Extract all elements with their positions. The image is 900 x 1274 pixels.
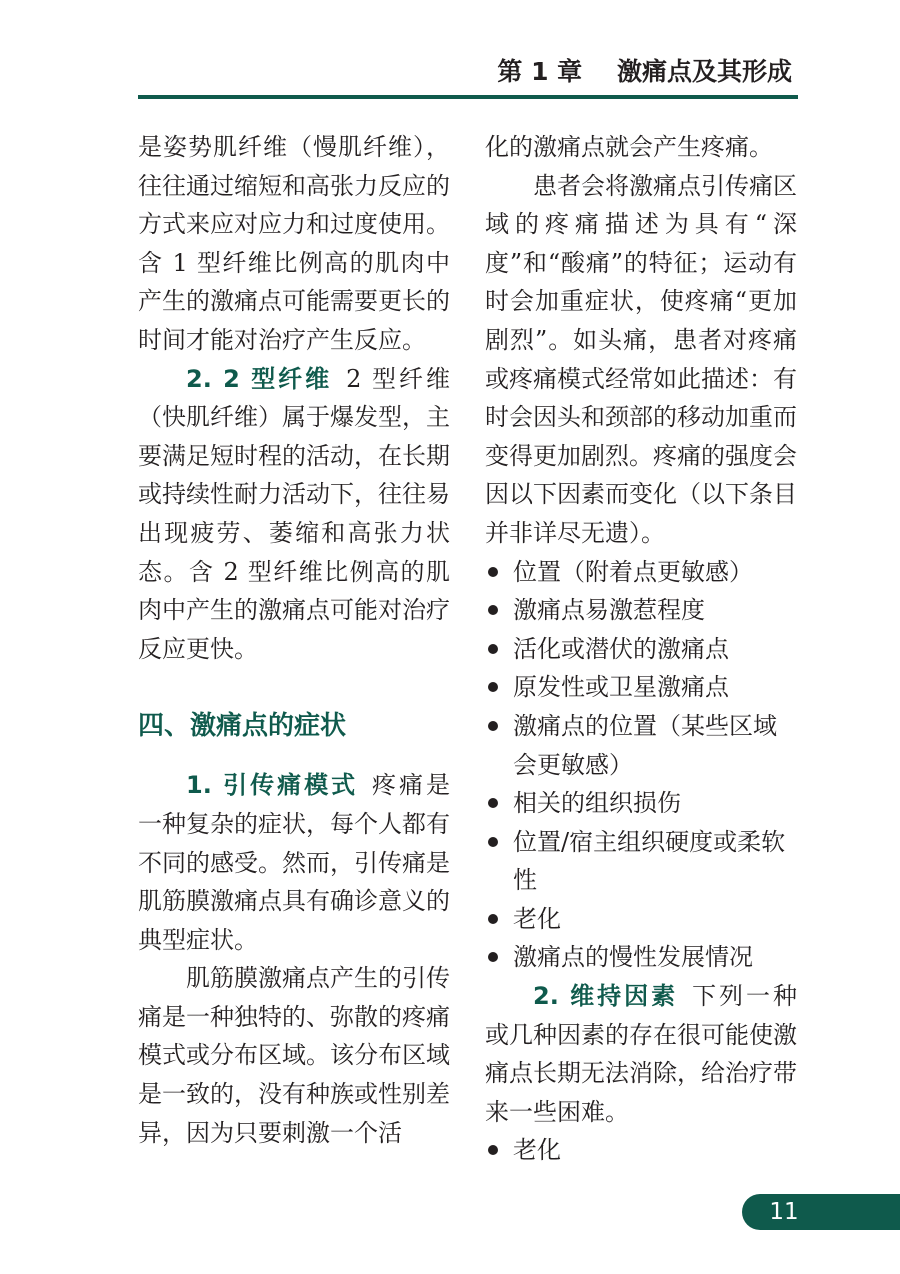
list-item: 老化: [485, 900, 797, 939]
bullet-list: [485, 553, 797, 978]
list-item: 激痛点易激惹程度: [485, 591, 797, 630]
paragraph-text: 疼痛是一种复杂的症状，每个人都有不同的感受。然而，引传痛是肌筋膜激痛点具有确诊意义的典型症状。: [138, 771, 451, 954]
bullet-icon: [488, 682, 498, 692]
bullet-icon: [488, 1145, 498, 1155]
list-item: 位置/宿主组织硬度或柔软性: [485, 823, 797, 900]
bullet-icon: [488, 837, 498, 847]
bullet-icon: [488, 914, 498, 924]
bullet-icon: [488, 721, 498, 731]
list-item: 活化或潜伏的激痛点: [485, 630, 797, 669]
list-item: 激痛点的慢性发展情况: [485, 938, 797, 977]
chapter-title: 第 1 章 激痛点及其形成: [497, 57, 792, 86]
subsection-heading: 1. 引传痛模式: [186, 771, 359, 800]
paragraph-text: 下列一种或几种因素的存在很可能使激痛点长期无法消除，给治疗带来一些困难。: [485, 982, 798, 1126]
section-heading: 四、激痛点的症状: [138, 711, 347, 742]
body-paragraph: 患者会将激痛点引传痛区域的疼痛描述为具有“深度”和“酸痛”的特征；运动有时会加重症状，使疼痛“更加剧烈”。如头痛，患者对疼痛或疼痛模式经常如此描述：有时会因头和颈部的移动加重而变得更加剧烈。疼痛的强度会因以下因素而变化（以下条目并非详尽无遗）。: [485, 171, 797, 547]
bullet-icon: [488, 798, 498, 808]
right-column: [485, 128, 797, 1170]
bullet-icon: [488, 605, 498, 615]
body-paragraph: 化的激痛点就会产生疼痛。: [485, 133, 773, 161]
bullet-icon: [488, 644, 498, 654]
body-paragraph: 是姿势肌纤维（慢肌纤维），往往通过缩短和高张力反应的方式来应对应力和过度使用。含 1 型纤维比例高的肌肉中产生的激痛点可能需要更长的时间才能对治疗产生反应。: [138, 133, 450, 354]
subsection-heading: 2. 2 型纤维: [186, 364, 333, 393]
bullet-list: [485, 1131, 797, 1170]
left-column: [138, 128, 450, 1152]
bullet-icon: [488, 567, 498, 577]
list-item: 相关的组织损伤: [485, 784, 797, 823]
subsection-paragraph: [138, 766, 450, 959]
list-item: 激痛点的位置（某些区域会更敏感）: [485, 707, 797, 784]
paragraph-text: 2 型纤维（快肌纤维）属于爆发型，主要满足短时程的活动，在长期或持续性耐力活动下，往往易出现疲劳、萎缩和高张力状态。含 2 型纤维比例高的肌肉中产生的激痛点可能对治疗反应更快。: [138, 364, 450, 663]
list-item: 老化: [485, 1131, 797, 1170]
subsection-paragraph: [138, 360, 450, 669]
list-item: 原发性或卫星激痛点: [485, 668, 797, 707]
body-paragraph: 肌筋膜激痛点产生的引传痛是一种独特的、弥散的疼痛模式或分布区域。该分布区域是一致的，没有种族或性别差异，因为只要刺激一个活: [138, 964, 450, 1147]
list-item: 位置（附着点更敏感）: [485, 553, 797, 592]
page-number: 11: [769, 1199, 799, 1225]
subsection-heading: 2. 维持因素: [533, 982, 679, 1011]
header-rule: [138, 95, 798, 99]
subsection-paragraph: [485, 977, 797, 1131]
bullet-icon: [488, 952, 498, 962]
